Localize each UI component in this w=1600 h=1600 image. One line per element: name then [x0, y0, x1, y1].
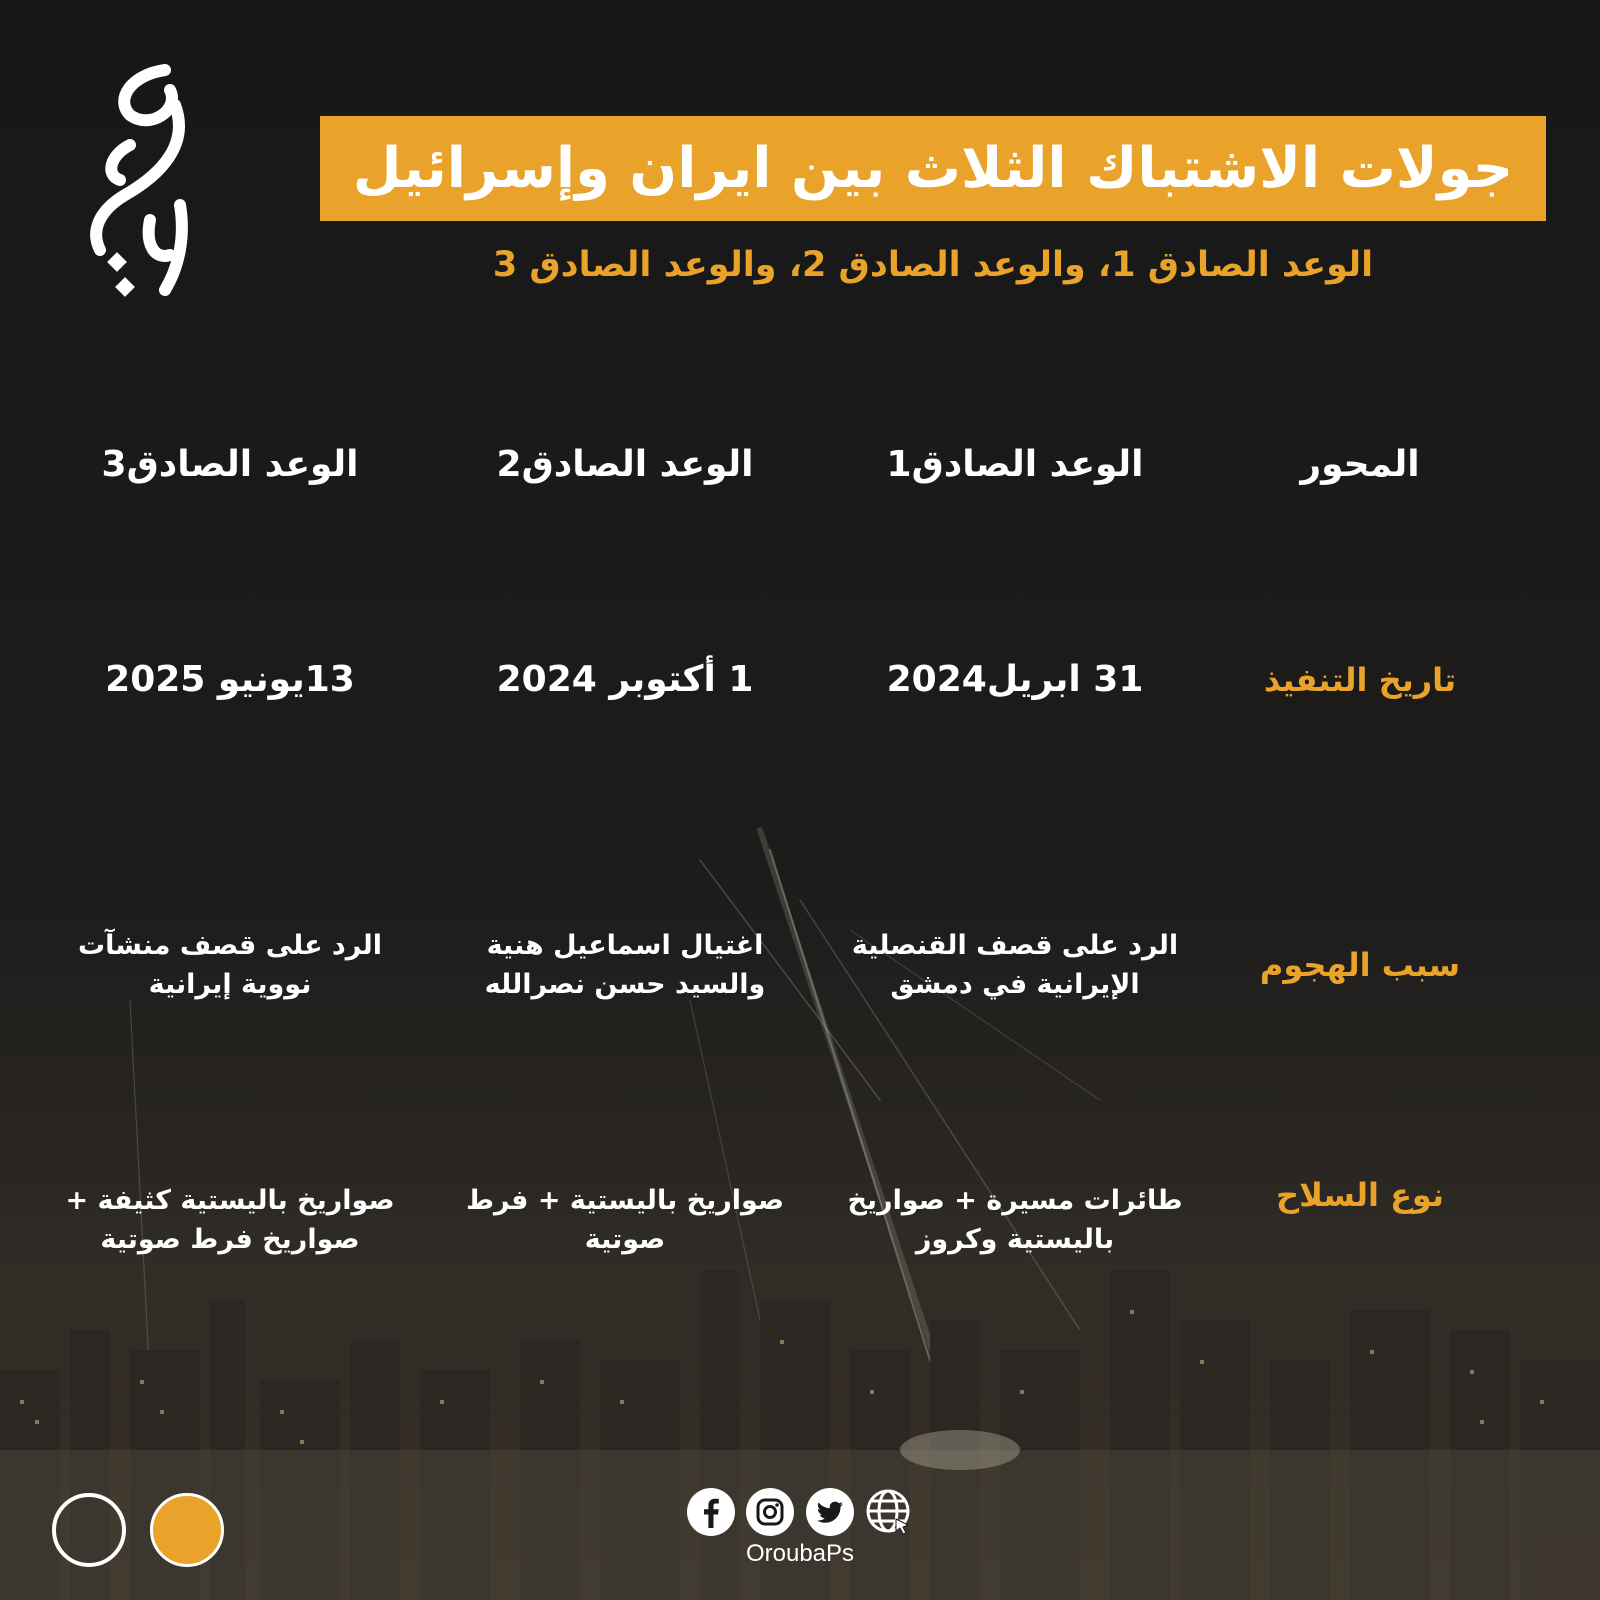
reason-promise-3: الرد على قصف منشآت نووية إيرانية — [78, 929, 382, 1000]
decorative-circle-outline — [52, 1493, 126, 1567]
title-banner — [320, 116, 1546, 221]
row-label-reason: سبب الهجوم — [1259, 945, 1461, 984]
row-label-weapon: نوع السلاح — [1276, 1175, 1444, 1214]
globe-icon[interactable] — [864, 1487, 914, 1537]
date-promise-3: 13يونيو 2025 — [105, 658, 355, 700]
date-promise-2: 1 أكتوبر 2024 — [496, 658, 754, 700]
reason-promise-2: اغتيال اسماعيل هنية والسيد حسن نصرالله — [484, 929, 766, 1000]
weapon-promise-3: صواريخ باليستية كثيفة + صواريخ فرط صوتية — [65, 1184, 395, 1255]
instagram-icon[interactable] — [745, 1487, 795, 1537]
page-title: جولات الاشتباك الثلاث بين ايران وإسرائيل — [352, 136, 1514, 201]
twitter-icon[interactable] — [805, 1487, 855, 1537]
page-subtitle: الوعد الصادق 1، والوعد الصادق 2، والوعد الصادق 3 — [492, 245, 1374, 285]
weapon-promise-2: صواريخ باليستية + فرط صوتية — [465, 1184, 785, 1255]
row-label-date: تاريخ التنفيذ — [1263, 660, 1457, 699]
column-header-promise-3: الوعد الصادق3 — [101, 443, 359, 485]
column-header-axis: المحور — [1300, 443, 1420, 485]
column-header-promise-2: الوعد الصادق2 — [496, 443, 754, 485]
decorative-circle-filled — [150, 1493, 224, 1567]
weapon-promise-1: طائرات مسيرة + صواريخ باليستية وكروز — [847, 1184, 1183, 1255]
account-handle: OroubaPs — [745, 1540, 855, 1567]
calligraphy-logo — [70, 55, 210, 315]
social-links — [686, 1484, 914, 1540]
facebook-icon[interactable] — [686, 1487, 736, 1537]
date-promise-1: 31 ابريل2024 — [886, 658, 1144, 700]
reason-promise-1: الرد على قصف القنصلية الإيرانية في دمشق — [851, 929, 1179, 1000]
column-header-promise-1: الوعد الصادق1 — [886, 443, 1144, 485]
